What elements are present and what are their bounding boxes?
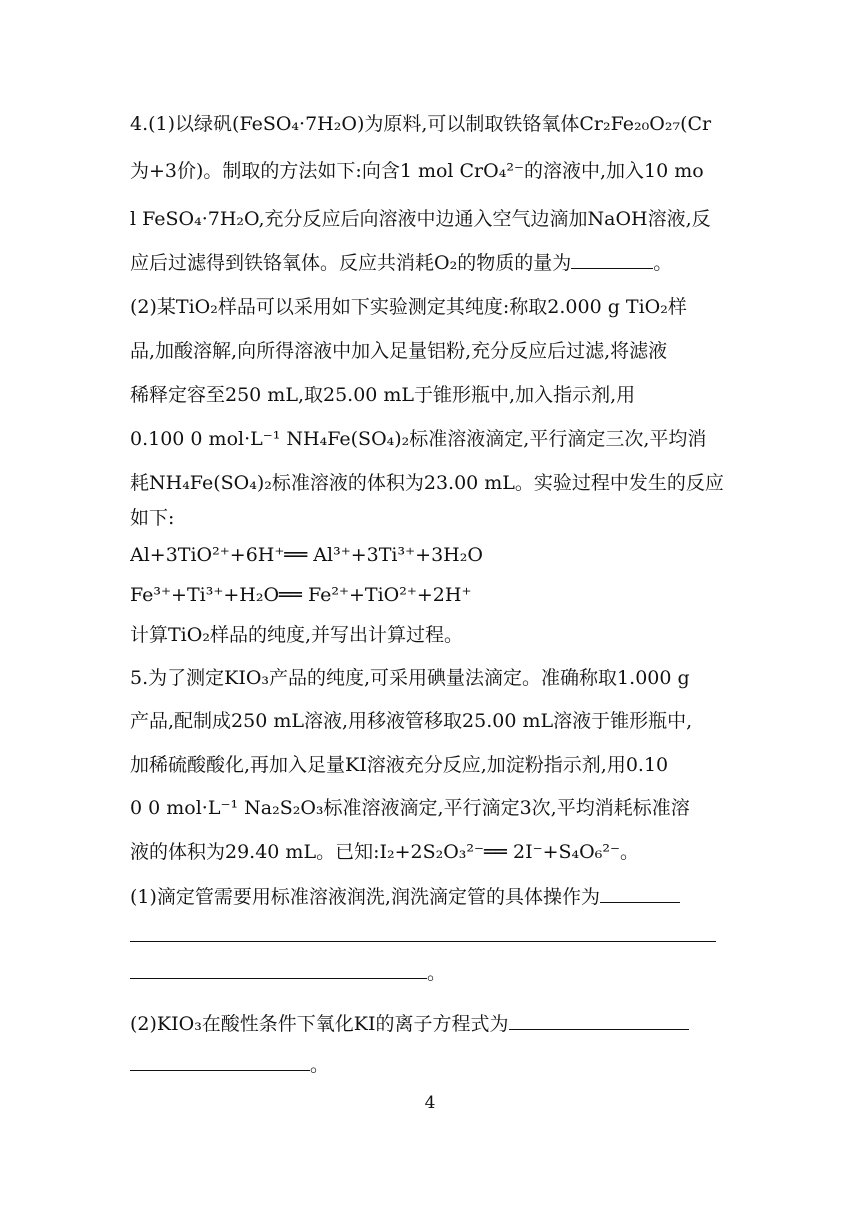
q5-part2-end-mark: 。 — [310, 1054, 330, 1076]
page-number: 4 — [424, 1093, 436, 1113]
q5-line-8 — [130, 960, 730, 986]
equation-2: Fe³⁺+Ti³⁺+H₂O══ Fe²⁺+TiO²⁺+2H⁺ — [130, 584, 472, 606]
q5-line-2: 产品,配制成250 mL溶液,用移液管移取25.00 mL溶液于锥形瓶中, — [130, 710, 693, 732]
q4-line-2: 为+3价)。制取的方法如下:向含1 mol CrO₄²⁻的溶液中,加入10 mo — [130, 160, 704, 182]
q5-line-10 — [130, 1052, 730, 1078]
q5-line-9 — [130, 1011, 730, 1037]
q4-line-4 — [130, 250, 730, 276]
q4-line-8: 0.100 0 mol·L⁻¹ NH₄Fe(SO₄)₂标准溶液滴定,平行滴定三次,平均消 — [130, 428, 707, 450]
q4-part1-answer-blank[interactable] — [571, 250, 653, 269]
q4-line-6: 品,加酸溶解,向所得溶液中加入足量铝粉,充分反应后过滤,将滤液 — [130, 340, 668, 362]
q5-line-4: 0 0 mol·L⁻¹ Na₂S₂O₃标准溶液滴定,平行滴定3次,平均消耗标准溶 — [130, 797, 690, 819]
q4-line-3: l FeSO₄·7H₂O,充分反应后向溶液中边通入空气边滴加NaOH溶液,反 — [130, 208, 711, 230]
q5-part1-end-mark: 。 — [427, 962, 447, 984]
q4-line-7: 稀释定容至250 mL,取25.00 mL于锥形瓶中,加入指示剂,用 — [130, 384, 636, 406]
q4-line-5: (2)某TiO₂样品可以采用如下实验测定其纯度:称取2.000 g TiO₂样 — [130, 296, 687, 318]
q4-line-9: 耗NH₄Fe(SO₄)₂标准溶液的体积为23.00 mL。实验过程中发生的反应 — [130, 472, 724, 494]
q4-line-10: 如下: — [130, 507, 175, 529]
q5-part2-question: (2)KIO₃在酸性条件下氧化KI的离子方程式为 — [130, 1013, 509, 1035]
q5-line-3: 加稀硫酸酸化,再加入足量KI溶液充分反应,加淀粉指示剂,用0.10 — [130, 754, 669, 776]
q5-part2-answer-blank-a[interactable] — [509, 1011, 689, 1030]
q5-line-6 — [130, 884, 730, 910]
q5-part1-answer-blank-c[interactable] — [130, 960, 427, 979]
q5-line-1: 5.为了测定KIO₃产品的纯度,可采用碘量法滴定。准确称取1.000 g — [130, 667, 690, 689]
q5-part1-answer-blank-b[interactable] — [130, 941, 716, 942]
q5-part1-question: (1)滴定管需要用标准溶液润洗,润洗滴定管的具体操作为 — [130, 886, 600, 908]
q4-line-1: 4.(1)以绿矾(FeSO₄·7H₂O)为原料,可以制取铁铬氧体Cr₂Fe₂₀O₂₇(Cr — [130, 113, 712, 135]
q5-line-5: 液的体积为29.40 mL。已知:I₂+2S₂O₃²⁻══ 2I⁻+S₄O₆²⁻。 — [130, 841, 640, 863]
q5-part1-answer-blank-a[interactable] — [600, 884, 680, 903]
equation-1: Al+3TiO²⁺+6H⁺══ Al³⁺+3Ti³⁺+3H₂O — [130, 544, 483, 566]
q4-line-13: 计算TiO₂样品的纯度,并写出计算过程。 — [130, 624, 463, 646]
q5-part2-answer-blank-b[interactable] — [130, 1052, 310, 1071]
q4-part1-question: 应后过滤得到铁铬氧体。反应共消耗O₂的物质的量为 — [130, 252, 572, 274]
q4-part1-end-mark: 。 — [653, 252, 673, 274]
